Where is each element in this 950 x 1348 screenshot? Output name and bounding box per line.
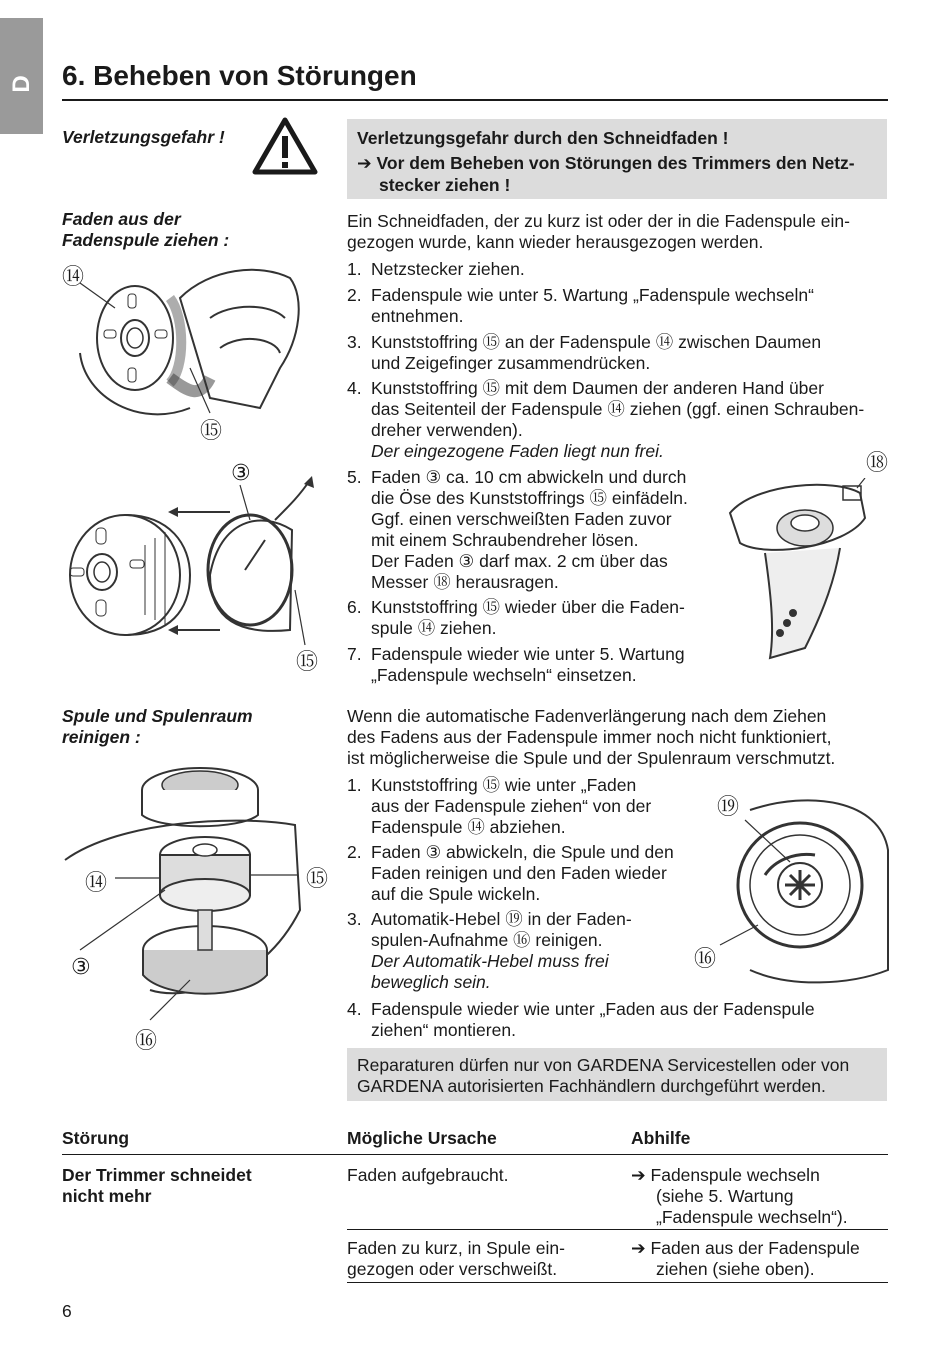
- section2-step-line: beweglich sein.: [371, 972, 491, 992]
- warning-box-line3: stecker ziehen !: [379, 175, 511, 195]
- section1-step-line: die Öse des Kunststoffrings ⑮ einfädeln.: [371, 488, 688, 508]
- section2-intro-line2: des Fadens aus der Fadenspule immer noch nicht funktioniert,: [347, 727, 832, 747]
- trimmer-head-figure: [725, 478, 890, 663]
- warning-triangle-icon: [251, 116, 319, 176]
- section2-intro: [347, 706, 835, 769]
- repair-note-line2: GARDENA autorisierten Fachhändlern durchgeführt werden.: [357, 1076, 826, 1096]
- section2-step-line: ziehen“ montieren.: [371, 1020, 516, 1040]
- section1-step-line: Kunststoffring ⑮ mit dem Daumen der anderen Hand über: [371, 378, 824, 398]
- section1-step-line: „Fadenspule wechseln“ einsetzen.: [371, 665, 637, 685]
- section1-step-text: [371, 467, 688, 593]
- section1-step-line: dreher verwenden).: [371, 420, 523, 440]
- section1-step-line: entnehmen.: [371, 306, 464, 326]
- section2-step-line: auf die Spule wickeln.: [371, 884, 541, 904]
- section1-step-number: 1.: [347, 259, 362, 279]
- section1-intro-line1: Ein Schneidfaden, der zu kurz ist oder der in die Fadenspule ein-: [347, 211, 850, 231]
- section1-step-text: [371, 285, 814, 327]
- section1-step-line: Der Faden ③ darf max. 2 cm über das: [371, 551, 668, 571]
- fig4-callout-14: ⑭: [85, 870, 108, 895]
- language-tab: [0, 18, 43, 134]
- fig2-callout-15: ⑮: [296, 649, 319, 674]
- fig4-callout-15: ⑮: [306, 866, 329, 891]
- table-header-problem: Störung: [62, 1128, 130, 1148]
- section1-step-text: [371, 259, 525, 280]
- fig1-callout-14: ⑭: [62, 264, 85, 289]
- table-header-rule: [62, 1154, 888, 1155]
- section1-step-line: Messer ⑱ herausragen.: [371, 572, 559, 592]
- section1-step-line: Fadenspule wie unter 5. Wartung „Fadenspule wechseln“: [371, 285, 814, 305]
- section1-step-line: Der eingezogene Faden liegt nun frei.: [371, 441, 664, 461]
- section1-intro: [347, 211, 850, 253]
- section1-step-line: und Zeigefinger zusammendrücken.: [371, 353, 651, 373]
- section2-step-text: [371, 909, 632, 993]
- row1-remedy-line1: ➔ Fadenspule wechseln: [631, 1165, 820, 1185]
- problem-line1: Der Trimmer schneidet: [62, 1165, 252, 1185]
- page-title: 6. Beheben von Störungen: [62, 60, 417, 91]
- warning-label: Verletzungsgefahr !: [62, 127, 225, 147]
- section2-intro-line1: Wenn die automatische Fadenverlängerung nach dem Ziehen: [347, 706, 827, 726]
- table-header-remedy: Abhilfe: [631, 1128, 691, 1148]
- problem-line2: nicht mehr: [62, 1186, 152, 1206]
- repair-note-line1: Reparaturen dürfen nur von GARDENA Servicestellen oder von: [357, 1055, 850, 1075]
- spool-housing-figure: [60, 760, 305, 1045]
- table-problem-cell: [62, 1165, 252, 1207]
- table-row2-cause: [347, 1238, 565, 1280]
- section2-step-number: 1.: [347, 775, 362, 795]
- table-bottom-rule: [347, 1282, 888, 1283]
- table-row1-cause: [347, 1165, 509, 1186]
- title-divider: [62, 99, 888, 101]
- page-number: 6: [62, 1301, 72, 1321]
- fig5-callout-16: ⑯: [694, 946, 717, 971]
- section2-label-line2: reinigen :: [62, 727, 141, 747]
- section1-step-line: Netzstecker ziehen.: [371, 259, 525, 279]
- table-header-cause: Mögliche Ursache: [347, 1128, 497, 1148]
- section1-intro-line2: gezogen wurde, kann wieder herausgezogen werden.: [347, 232, 764, 252]
- section2-label: [62, 706, 253, 748]
- table-row-divider: [347, 1229, 888, 1230]
- section2-step-line: Automatik-Hebel ⑲ in der Faden-: [371, 909, 632, 929]
- fig5-callout-19: ⑲: [717, 794, 740, 819]
- section1-step-line: das Seitenteil der Fadenspule ⑭ ziehen (ggf. einen Schrauben-: [371, 399, 865, 419]
- row1-remedy-line2: (siehe 5. Wartung: [656, 1186, 794, 1206]
- table-row2-remedy: [631, 1238, 860, 1280]
- fig1-callout-15: ⑮: [200, 418, 223, 443]
- section2-step-line: Faden reinigen und den Faden wieder: [371, 863, 667, 883]
- section1-step-text: [371, 644, 685, 686]
- section1-step-text: [371, 332, 821, 374]
- section2-intro-line3: ist möglicherweise die Spule und der Spulenraum verschmutzt.: [347, 748, 836, 768]
- row2-cause-line1: Faden zu kurz, in Spule ein-: [347, 1238, 565, 1258]
- row1-remedy-line3: „Fadenspule wechseln“).: [656, 1207, 848, 1227]
- section1-step-line: spule ⑭ ziehen.: [371, 618, 497, 638]
- warning-box: [347, 119, 887, 199]
- spool-ring-figure: [60, 460, 320, 660]
- section1-step-text: [371, 597, 685, 639]
- section2-step-text: [371, 775, 651, 838]
- fig4-callout-3: ③: [71, 954, 91, 979]
- section1-step-line: Kunststoffring ⑮ wieder über die Faden-: [371, 597, 685, 617]
- section1-step-text: [371, 378, 864, 462]
- section1-step-number: 5.: [347, 467, 362, 487]
- language-tab-label: D: [8, 75, 35, 93]
- row2-cause-line2: gezogen oder verschweißt.: [347, 1259, 558, 1279]
- section2-step-line: aus der Fadenspule ziehen“ von der: [371, 796, 652, 816]
- section1-step-number: 4.: [347, 378, 362, 398]
- section2-step-text: [371, 842, 674, 905]
- section1-label: [62, 209, 229, 251]
- fig4-callout-16: ⑯: [135, 1028, 158, 1053]
- section1-step-number: 7.: [347, 644, 362, 664]
- section2-label-line1: Spule und Spulenraum: [62, 706, 253, 726]
- fig2-callout-3: ③: [231, 460, 251, 485]
- section1-step-number: 2.: [347, 285, 362, 305]
- section2-step-number: 2.: [347, 842, 362, 862]
- repair-note-box: [347, 1048, 887, 1101]
- warning-box-line2: ➔ Vor dem Beheben von Störungen des Trimmers den Netz-: [357, 153, 855, 173]
- section1-step-number: 3.: [347, 332, 362, 352]
- spool-hand-figure: [60, 258, 310, 438]
- section1-label-line1: Faden aus der: [62, 209, 181, 229]
- section2-step-line: Fadenspule wieder wie unter „Faden aus der Fadenspule: [371, 999, 815, 1019]
- section2-step-line: Faden ③ abwickeln, die Spule und den: [371, 842, 674, 862]
- section2-step-number: 4.: [347, 999, 362, 1019]
- section1-label-line2: Fadenspule ziehen :: [62, 230, 230, 250]
- row2-remedy-line2: ziehen (siehe oben).: [656, 1259, 815, 1279]
- row2-remedy-line1: ➔ Faden aus der Fadenspule: [631, 1238, 860, 1258]
- row1-cause-line1: Faden aufgebraucht.: [347, 1165, 509, 1185]
- section2-step-text: [371, 999, 815, 1041]
- section2-step-line: Der Automatik-Hebel muss frei: [371, 951, 609, 971]
- table-row1-remedy: [631, 1165, 848, 1228]
- section2-step-line: Fadenspule ⑭ abziehen.: [371, 817, 566, 837]
- section1-step-line: Faden ③ ca. 10 cm abwickeln und durch: [371, 467, 687, 487]
- section2-step-line: Kunststoffring ⑮ wie unter „Faden: [371, 775, 637, 795]
- warning-box-line1: Verletzungsgefahr durch den Schneidfaden !: [357, 128, 729, 148]
- section1-step-line: Kunststoffring ⑮ an der Fadenspule ⑭ zwischen Daumen: [371, 332, 822, 352]
- section1-step-number: 6.: [347, 597, 362, 617]
- section1-step-line: Ggf. einen verschweißten Faden zuvor: [371, 509, 672, 529]
- section2-step-number: 3.: [347, 909, 362, 929]
- fig3-callout-18: ⑱: [866, 450, 889, 475]
- section1-step-line: mit einem Schraubendreher lösen.: [371, 530, 639, 550]
- section2-step-line: spulen-Aufnahme ⑯ reinigen.: [371, 930, 603, 950]
- section1-step-line: Fadenspule wieder wie unter 5. Wartung: [371, 644, 685, 664]
